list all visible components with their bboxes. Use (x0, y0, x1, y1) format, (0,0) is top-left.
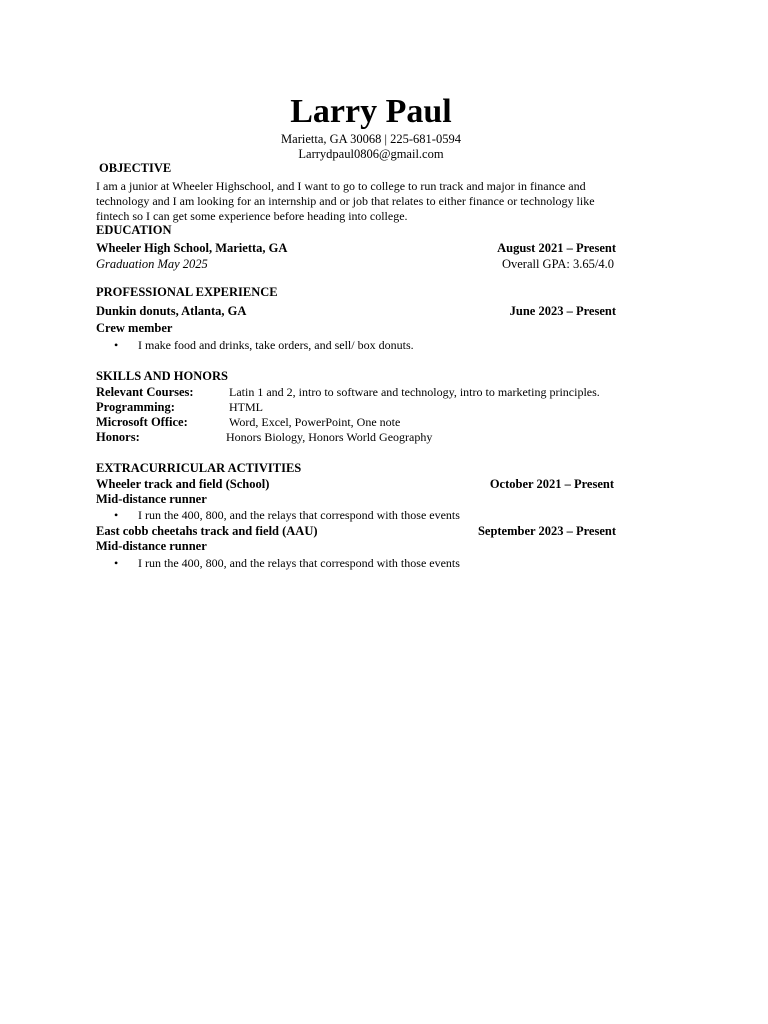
skills-label-courses: Relevant Courses: (96, 385, 194, 399)
skills-heading: SKILLS AND HONORS (96, 369, 228, 383)
activities-heading: EXTRACURRICULAR ACTIVITIES (96, 461, 302, 475)
activity-title: East cobb cheetahs track and field (AAU) (96, 524, 318, 538)
experience-bullet: I make food and drinks, take orders, and sell/ box donuts. (138, 338, 414, 352)
skills-value-honors: Honors Biology, Honors World Geography (226, 430, 433, 444)
activity-role: Mid-distance runner (96, 539, 207, 553)
activity-dates: October 2021 – Present (489, 477, 614, 491)
education-school: Wheeler High School, Marietta, GA (96, 241, 288, 255)
education-dates: August 2021 – Present (497, 241, 616, 255)
bullet-marker: • (114, 556, 119, 570)
objective-text: I am a junior at Wheeler Highschool, and I want to go to college to run track and major in finance and technology and I am looking for an internship and or job that relates to either finance or technology like fintech so I can get some experience before heading into college. (96, 179, 595, 223)
resume-name: Larry Paul (290, 93, 452, 130)
experience-dates: June 2023 – Present (509, 304, 616, 318)
skills-value-office: Word, Excel, PowerPoint, One note (229, 415, 401, 429)
contact-address-phone: Marietta, GA 30068 | 225-681-0594 (281, 132, 461, 146)
activity-dates: September 2023 – Present (477, 524, 616, 538)
experience-heading: PROFESSIONAL EXPERIENCE (96, 285, 278, 299)
activity-bullet: I run the 400, 800, and the relays that correspond with those events (138, 508, 460, 522)
activity-bullet: I run the 400, 800, and the relays that correspond with those events (138, 556, 460, 570)
activity-role: Mid-distance runner (96, 492, 207, 506)
objective-heading: OBJECTIVE (99, 161, 172, 175)
education-heading: EDUCATION (96, 223, 172, 237)
skills-value-programming: HTML (229, 400, 263, 414)
experience-role: Crew member (96, 321, 173, 335)
skills-label-honors: Honors: (96, 430, 140, 444)
bullet-marker: • (114, 338, 119, 352)
skills-label-office: Microsoft Office: (96, 415, 188, 429)
contact-email: Larrydpaul0806@gmail.com (298, 147, 444, 161)
skills-value-courses: Latin 1 and 2, intro to software and technology, intro to marketing principles. (229, 385, 600, 399)
education-graduation: Graduation May 2025 (96, 257, 208, 271)
bullet-marker: • (114, 508, 119, 522)
skills-label-programming: Programming: (96, 400, 175, 414)
experience-employer: Dunkin donuts, Atlanta, GA (96, 304, 247, 318)
education-gpa: Overall GPA: 3.65/4.0 (501, 257, 614, 271)
activity-title: Wheeler track and field (School) (96, 477, 270, 491)
